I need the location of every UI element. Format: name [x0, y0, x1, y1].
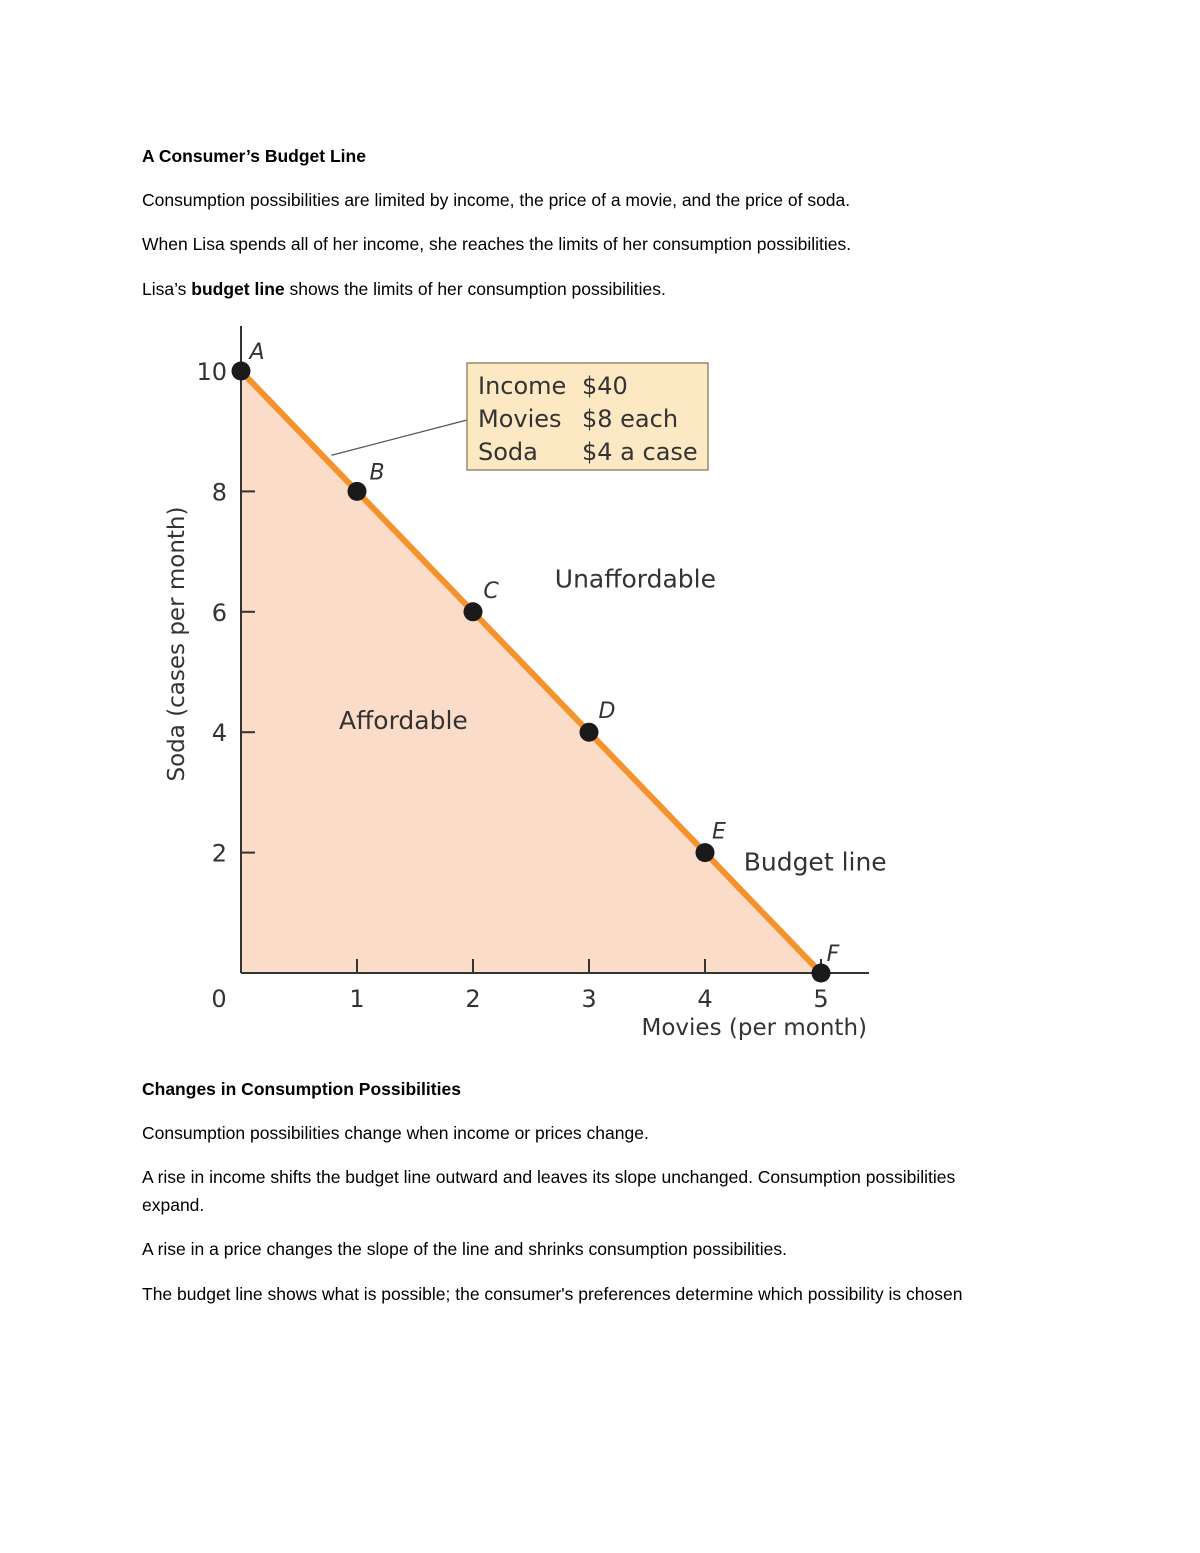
- paragraph-income-rise: A rise in income shifts the budget line outward and leaves its slope unchanged. Consumption possibilities expand.: [142, 1167, 956, 1215]
- point-c: [464, 602, 483, 621]
- paragraph-consumption-limits: Consumption possibilities are limited by income, the price of a movie, and the price of soda.: [142, 190, 851, 210]
- point-label-b: B: [369, 460, 385, 486]
- point-e: [696, 843, 715, 862]
- point-label-e: E: [712, 819, 726, 845]
- paragraph-price-rise: A rise in a price changes the slope of the line and shrinks consumption possibilities.: [142, 1239, 787, 1259]
- info-soda-label: Soda: [478, 438, 538, 466]
- paragraph-text-end: shows the limits of her consumption possibilities.: [284, 279, 666, 299]
- x-tick-label: 3: [581, 985, 597, 1013]
- point-a: [232, 362, 251, 381]
- paragraph-budget-line-definition: [142, 275, 1022, 303]
- section-title-changes: Changes in Consumption Possibilities: [142, 1079, 461, 1099]
- y-tick-label: 10: [196, 358, 227, 386]
- point-label-f: F: [826, 942, 840, 967]
- x-tick-label: 5: [813, 985, 829, 1013]
- x-tick-label: 4: [697, 985, 713, 1013]
- affordable-region-label: Affordable: [338, 706, 468, 736]
- bold-term-budget-line: budget line: [191, 279, 285, 299]
- y-tick-label: 4: [211, 719, 227, 748]
- y-tick-label: 6: [211, 598, 227, 627]
- y-tick-label: 2: [211, 839, 227, 868]
- y-tick-label: 8: [211, 478, 227, 507]
- point-b: [348, 482, 367, 501]
- point-label-a: A: [249, 340, 265, 365]
- x-tick-label: 1: [349, 985, 365, 1013]
- price-info-box: [467, 363, 708, 470]
- paragraph-changes-intro: Consumption possibilities change when income or prices change.: [142, 1123, 649, 1143]
- point-label-d: D: [598, 699, 616, 725]
- x-tick-label: 0: [211, 985, 227, 1013]
- callout-leader-line: [331, 420, 467, 455]
- paragraph-text-start: Lisa’s: [142, 279, 192, 299]
- info-movies-label: Movies: [478, 405, 562, 433]
- x-tick-label: 2: [465, 985, 481, 1013]
- chart-canvas: [150, 320, 890, 1050]
- x-axis-title: Movies (per month): [641, 1015, 867, 1041]
- y-axis-title: Soda (cases per month): [164, 506, 190, 782]
- budget-line-label: Budget line: [743, 847, 887, 877]
- info-movies-value: $8 each: [582, 405, 679, 433]
- budget-line-chart: [150, 320, 890, 1050]
- unaffordable-region-label: Unaffordable: [554, 564, 717, 594]
- info-income-label: Income: [478, 372, 567, 400]
- info-income-value: $40: [582, 372, 628, 400]
- point-d: [580, 723, 599, 742]
- paragraph-lisa-income: When Lisa spends all of her income, she reaches the limits of her consumption possibilities.: [142, 234, 852, 254]
- section-title-budget-line: A Consumer’s Budget Line: [142, 146, 366, 166]
- info-soda-value: $4 a case: [582, 438, 698, 466]
- paragraph-preferences: The budget line shows what is possible; the consumer's preferences determine which possibility is chosen: [142, 1284, 963, 1304]
- point-label-c: C: [483, 578, 499, 604]
